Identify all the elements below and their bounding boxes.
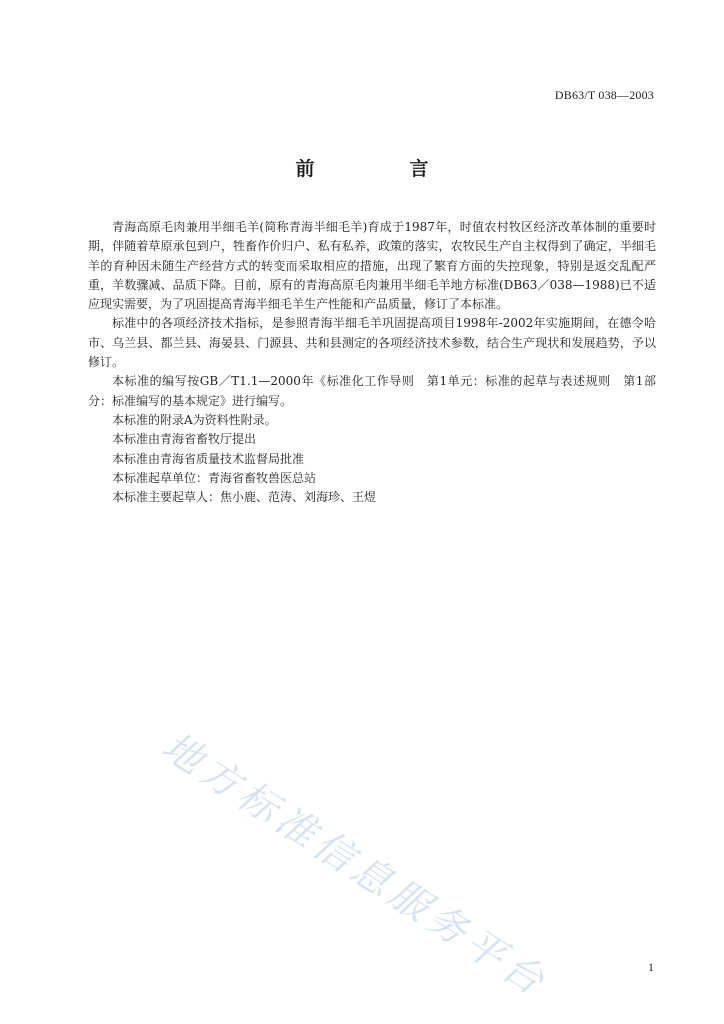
paragraph-drafting-unit: 本标准起草单位：青海省畜牧兽医总站 <box>112 470 317 485</box>
paragraph-appendix: 本标准的附录A为资料性附录。 <box>112 412 277 427</box>
paragraph-approver: 本标准由青海省质量技术监督局批准 <box>112 451 305 466</box>
standard-code: DB63/T 038—2003 <box>554 88 654 102</box>
paragraph-technical-indicators: 标准中的各项经济技术指标，是参照青海半细毛羊巩固提高项目1998年-2002年实施期间，在德令哈市、乌兰县、都兰县、海晏县、门源县、共和县测定的各项经济技术参数，结合生产现状和发展趋势，予以修订。 <box>88 316 656 370</box>
paragraph-background: 青海高原毛肉兼用半细毛羊(简称青海半细毛羊)育成于1987年，时值农村牧区经济改革体制的重要时期，伴随着草原承包到户，牲畜作价归户、私有私养，政策的落实，农牧民生产自主权得到了确定，半细毛羊的育种因未随生产经营方式的转变而采取相应的措施，出现了繁育方面的失控现象，特别是返交乱配严重，羊数骤减、品质下降。目前，原有的青海高原毛肉兼用半细毛羊地方标准(DB63／038—1988)已不适应现实需要，为了巩固提高青海半细毛羊生产性能和产品质量，修订了本标准。 <box>88 220 656 312</box>
paragraph-proposer: 本标准由青海省畜牧厅提出 <box>112 432 257 447</box>
paragraph-drafters: 本标准主要起草人：焦小鹿、范涛、刘海珍、王煜 <box>112 490 377 505</box>
page-number: 1 <box>648 960 654 974</box>
watermark: 地方标准信息服务平台 <box>153 724 556 1007</box>
paragraph-drafting-rules: 本标准的编写按GB／T1.1—2000年《标准化工作导则 第1单元：标准的起草与表述规则 第1部分：标准编写的基本规定》进行编写。 <box>88 374 656 408</box>
page-title: 前 言 <box>295 158 467 180</box>
foreword-body <box>88 218 656 507</box>
